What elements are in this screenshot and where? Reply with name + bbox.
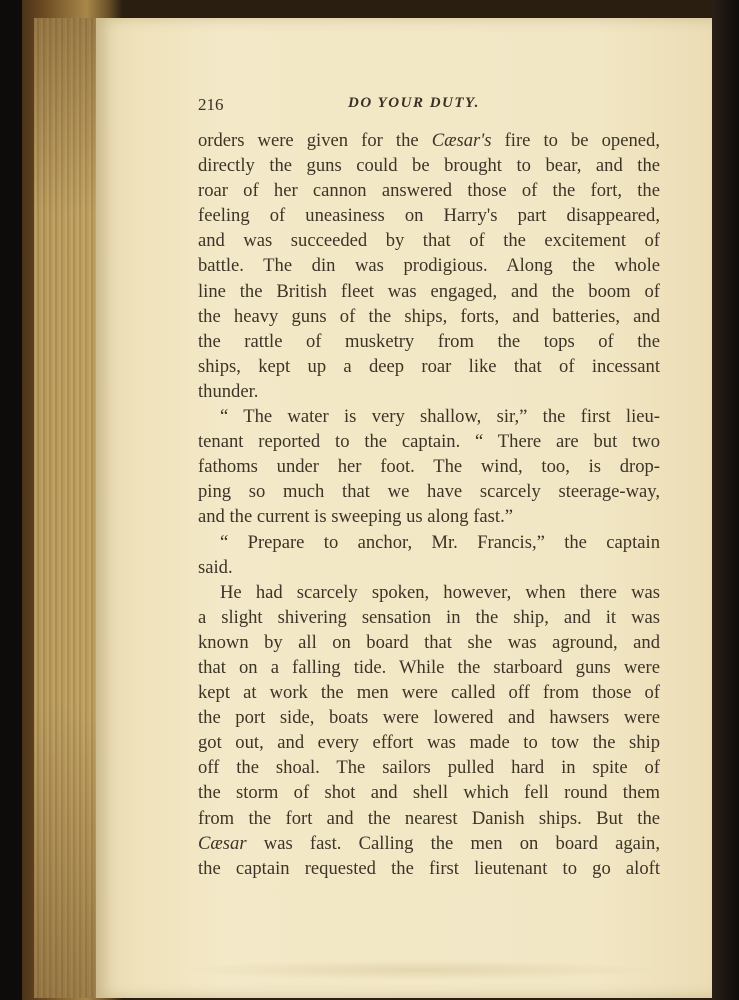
text-line: “ Prepare to anchor, Mr. Francis,” the captain (220, 531, 660, 553)
text-line: ships, kept up a deep roar like that of incessant (198, 355, 660, 377)
text-line: a slight shivering sensation in the ship, and it was (198, 606, 660, 628)
text-line: known by all on board that she was aground, and (198, 631, 660, 653)
text-line: the storm of shot and shell which fell round them (198, 782, 660, 804)
text-line: orders were given for the Cæsar's fire to be opened, (198, 130, 660, 151)
page-shadow (712, 0, 739, 1000)
running-title: DO YOUR DUTY. (348, 95, 480, 111)
text-line: the rattle of musketry from the tops of the (198, 330, 660, 352)
page-stain (180, 960, 660, 980)
page-edges (34, 18, 104, 998)
text-line: the heavy guns of the ships, forts, and batteries, and (198, 305, 660, 327)
text-line: the port side, boats were lowered and hawsers were (198, 707, 660, 729)
text-line: kept at work the men were called off from those of (198, 682, 660, 704)
text-line: ping so much that we have scarcely steerage-way, (198, 481, 660, 503)
text-line: the captain requested the first lieutenant to go aloft (198, 857, 660, 879)
text-line: battle. The din was prodigious. Along the whole (198, 255, 660, 277)
text-line: and the current is sweeping us along fast.” (198, 506, 513, 528)
page-number: 216 (198, 95, 224, 114)
text-line: from the fort and the nearest Danish ships. But the (198, 807, 660, 829)
text-line: thunder. (198, 380, 259, 402)
text-line: roar of her cannon answered those of the fort, the (198, 180, 660, 202)
page-header (198, 95, 658, 117)
text-line: “ The water is very shallow, sir,” the first lieu- (220, 406, 660, 428)
body-text (198, 128, 660, 881)
text-line: directly the guns could be brought to bear, and the (198, 155, 660, 177)
text-line: off the shoal. The sailors pulled hard in spite of (198, 757, 660, 779)
text-line: He had scarcely spoken, however, when there was (220, 581, 660, 603)
text-line: feeling of uneasiness on Harry's part disappeared, (198, 205, 660, 227)
text-line: Cæsar was fast. Calling the men on board again, (198, 832, 660, 854)
text-line: tenant reported to the captain. “ There are but two (198, 431, 660, 453)
text-line: said. (198, 556, 233, 578)
text-line: fathoms under her foot. The wind, too, is drop- (198, 456, 660, 478)
text-line: line the British fleet was engaged, and the boom of (198, 280, 660, 302)
text-line: got out, and every effort was made to tow the ship (198, 732, 660, 754)
text-line: and was succeeded by that of the excitement of (198, 230, 660, 252)
text-line: that on a falling tide. While the starboard guns were (198, 656, 660, 678)
